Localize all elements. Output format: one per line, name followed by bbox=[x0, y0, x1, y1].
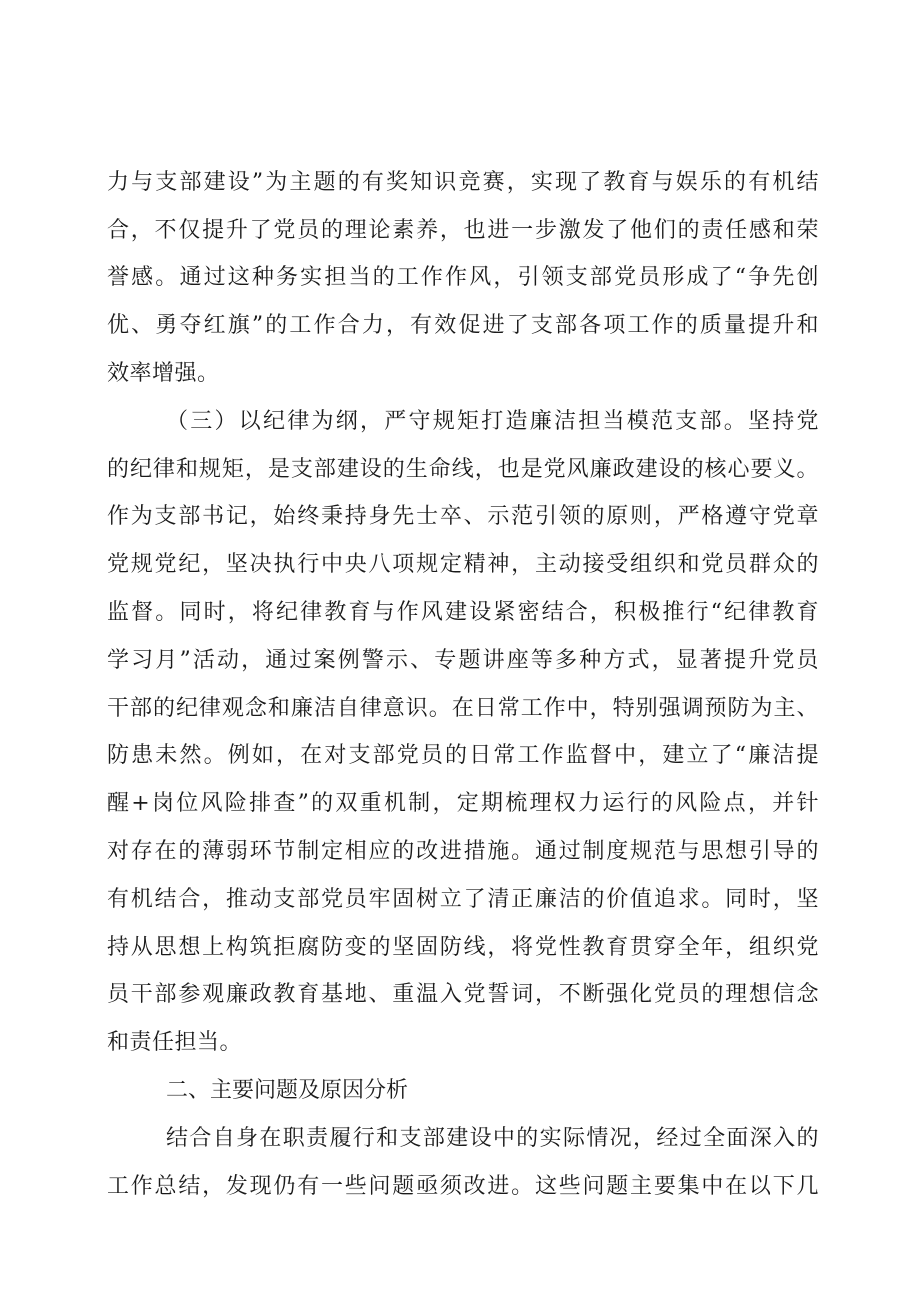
text-line: 的纪律和规矩，是支部建设的生命线，也是党风廉政建设的核心要义。 bbox=[107, 457, 819, 482]
text-line: 合，不仅提升了党员的理论素养，也进一步激发了他们的责任感和荣 bbox=[107, 218, 819, 243]
text-line: 对存在的薄弱环节制定相应的改进措施。通过制度规范与思想引导的 bbox=[107, 839, 819, 864]
text-line: 醒+岗位风险排查”的双重机制，定期梳理权力运行的风险点，并针 bbox=[107, 791, 819, 816]
paragraph-first-line: 结合自身在职责履行和支部建设中的实际情况，经过全面深入的 bbox=[166, 1126, 819, 1151]
text-line: 监督。同时，将纪律教育与作风建设紧密结合，积极推行“纪律教育 bbox=[107, 600, 819, 625]
text-line: 干部的纪律观念和廉洁自律意识。在日常工作中，特别强调预防为主、 bbox=[107, 696, 819, 721]
text-line: 优、勇夺红旗”的工作合力，有效促进了支部各项工作的质量提升和 bbox=[107, 313, 819, 338]
paragraph-first-line: （三）以纪律为纲，严守规矩打造廉洁担当模范支部。坚持党 bbox=[166, 409, 819, 434]
text-line: 学习月”活动，通过案例警示、专题讲座等多种方式，显著提升党员 bbox=[107, 648, 819, 673]
text-line: 作为支部书记，始终秉持身先士卒、示范引领的原则，严格遵守党章 bbox=[107, 504, 819, 529]
text-line: 防患未然。例如，在对支部党员的日常工作监督中，建立了“廉洁提 bbox=[107, 743, 819, 768]
text-line: 工作总结，发现仍有一些问题亟须改进。这些问题主要集中在以下几 bbox=[107, 1174, 819, 1199]
text-line: 有机结合，推动支部党员牢固树立了清正廉洁的价值追求。同时，坚 bbox=[107, 887, 819, 912]
text-line: 效率增强。 bbox=[107, 361, 220, 386]
text-line: 和责任担当。 bbox=[107, 1030, 243, 1055]
text-line: 员干部参观廉政教育基地、重温入党誓词，不断强化党员的理想信念 bbox=[107, 982, 819, 1007]
text-line: 持从思想上构筑拒腐防变的坚固防线，将党性教育贯穿全年，组织党 bbox=[107, 935, 819, 960]
text-line: 誉感。通过这种务实担当的工作作风，引领支部党员形成了“争先创 bbox=[107, 265, 819, 290]
text-line: 力与支部建设”为主题的有奖知识竞赛，实现了教育与娱乐的有机结 bbox=[107, 170, 819, 195]
section-heading: 二、主要问题及原因分析 bbox=[166, 1078, 409, 1103]
text-line: 党规党纪，坚决执行中央八项规定精神，主动接受组织和党员群众的 bbox=[107, 552, 819, 577]
